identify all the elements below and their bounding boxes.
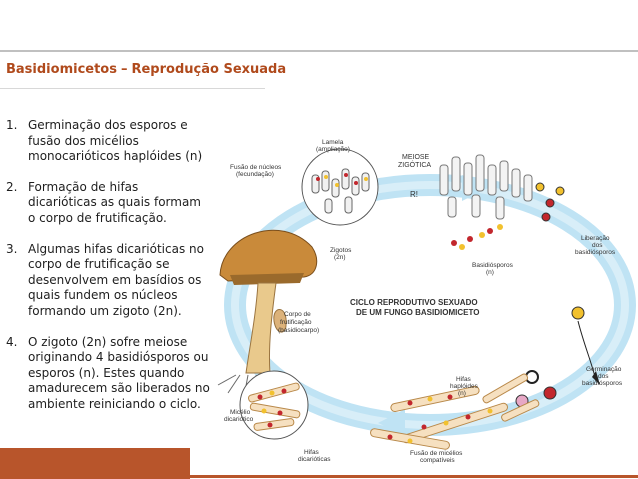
steps-list: [0, 118, 210, 428]
label-meiose-sub: ZIGÓTICA: [398, 162, 432, 169]
header-divider: [0, 50, 638, 52]
step-2: [0, 180, 210, 227]
mycelium-circle: [240, 371, 308, 439]
label-germinacao-dos: dos: [598, 373, 609, 380]
step-3-text: Algumas hifas dicarióticas no corpo de frutificação se desenvolvem em basídios os quais fundem os núcleos formando um zigoto (2n).: [28, 241, 204, 318]
label-lamela: Lamela: [322, 139, 344, 146]
title-dash: –: [120, 62, 128, 77]
footer-accent-line: [190, 475, 638, 478]
label-zigotos: Zigotos: [330, 247, 352, 254]
label-liberacao: Liberação: [581, 235, 610, 242]
label-hifas-haploides-sub: haplóides: [450, 383, 478, 390]
label-basidiosporos-n: (n): [486, 269, 494, 276]
label-liberacao-sub: basidiósporos: [575, 249, 616, 256]
label-hifas-haploides-n: (n): [458, 390, 466, 397]
label-r: R!: [410, 190, 418, 199]
label-zigotos-2n: (2n): [334, 254, 346, 261]
label-fusao-micelios: Fusão de micélios: [410, 450, 463, 457]
label-corpo-paren: (basidiocarpo): [278, 327, 320, 334]
step-3-number: 3.: [6, 241, 18, 256]
label-hifas-dicarioticas: Hifas: [304, 449, 319, 456]
step-1-number: 1.: [6, 118, 18, 132]
title-topic: Basidiomicetos: [6, 62, 117, 77]
label-liberacao-dos: dos: [592, 242, 603, 249]
step-1-text: Germinação dos esporos e fusão dos micélios monocarióticos haplóides (n): [28, 118, 203, 164]
footer-accent-bar: [0, 448, 190, 479]
step-4: [0, 335, 210, 413]
label-fusao-nucleos-sub: (fecundação): [236, 171, 274, 178]
label-basidiosporos: Basidiósporos: [472, 262, 513, 269]
step-2-text: Formação de hifas dicarióticas as quais formam o corpo de frutificação.: [28, 179, 201, 225]
label-micelio: Micélio: [230, 409, 251, 416]
label-hifas-haploides: Hifas: [456, 376, 471, 383]
label-micelio-sub: dicariótico: [224, 416, 254, 423]
label-fusao-micelios-sub: compatíveis: [420, 457, 455, 464]
slide-title: [6, 62, 286, 77]
step-4-text: O zigoto (2n) sofre meiose originando 4 basidiósporos ou esporos (n). Estes quando amadurecem são liberados no ambiente reiniciando o ciclo.: [28, 334, 210, 411]
label-germinacao-sub: basidiósporos: [582, 380, 623, 387]
life-cycle-diagram: [200, 135, 638, 470]
step-3: [0, 242, 210, 320]
label-corpo: Corpo de: [284, 311, 311, 318]
title-subtopic: Reprodução Sexuada: [131, 62, 287, 77]
step-2-number: 2.: [6, 179, 18, 194]
label-hifas-dicarioticas-sub: dicarióticas: [298, 456, 331, 463]
label-ciclo: CICLO REPRODUTIVO SEXUADO: [350, 298, 478, 307]
label-ciclo-sub: DE UM FUNGO BASIDIOMICETO: [356, 308, 480, 317]
step-1: [0, 118, 210, 165]
label-fusao-nucleos: Fusão de núcleos: [230, 164, 282, 171]
title-divider: [0, 88, 265, 89]
lamela-circle: [302, 149, 378, 225]
step-4-number: 4.: [6, 334, 18, 349]
label-meiose: MEIOSE: [402, 154, 430, 161]
label-lamela-sub: (ampliação): [316, 146, 350, 153]
label-corpo-sub: frutificação: [280, 319, 312, 326]
label-germinacao: Germinação: [586, 366, 622, 373]
